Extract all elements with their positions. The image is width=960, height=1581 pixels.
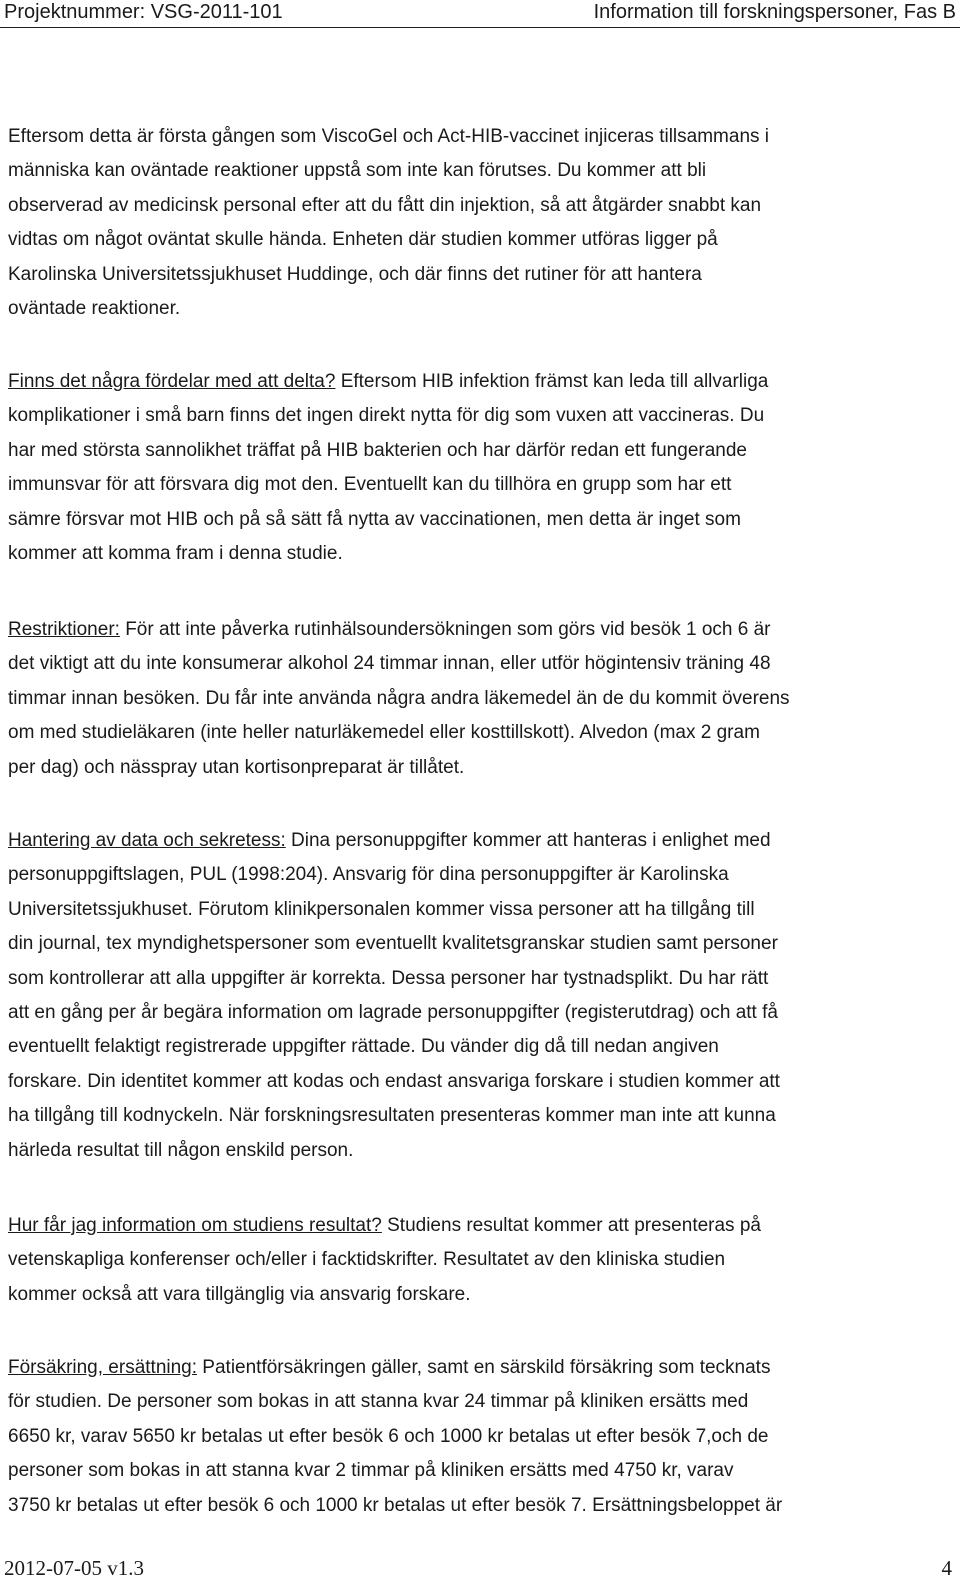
section-heading: Försäkring, ersättning: [8,1357,198,1378]
section-heading: Restriktioner: [8,619,120,640]
text-line: 3750 kr betalas ut efter besök 6 och 1000 kr betalas ut efter besök 7. Ersättningsbeloppet är [8,1494,783,1516]
page-number: 4 [941,1556,952,1580]
text-line: härleda resultat till någon enskild person. [8,1139,354,1161]
text-line: människa kan oväntade reaktioner uppstå som inte kan förutses. Du kommer att bli [8,160,707,182]
text-line [8,365,953,399]
text-line: har med största sannolikhet träffat på HIB bakterien och har därför redan ett fungerande [8,439,747,461]
text-line: personuppgiftslagen, PUL (1998:204). Ansvarig för dina personuppgifter är Karolinska [8,864,729,886]
section-heading: Hur får jag information om studiens resultat? [8,1215,382,1236]
text-line: som kontrollerar att alla uppgifter är korrekta. Dessa personer har tystnadsplikt. Du har rätt [8,967,769,989]
text-line: per dag) och nässpray utan kortisonpreparat är tillåtet. [8,756,465,778]
text-line: timmar innan besöken. Du får inte använda några andra läkemedel än de du kommit överens [8,687,790,709]
text-line: eventuellt felaktigt registrerade uppgifter rättade. Du vänder dig då till nedan angiven [8,1036,719,1058]
paragraph-results [8,1209,953,1312]
paragraph-insurance [8,1351,953,1523]
text-line [8,1351,953,1385]
text-run: Studiens resultat kommer att presenteras på [381,1215,761,1236]
text-line: vidtas om något oväntat skulle hända. Enheten där studien kommer utföras ligger på [8,229,718,251]
header-divider [0,27,960,28]
text-line: det viktigt att du inte konsumerar alkohol 24 timmar innan, eller utför högintensiv träning 48 [8,653,771,675]
text-line: kommer att komma fram i denna studie. [8,543,343,565]
page-footer [0,1555,960,1581]
text-line: sämre försvar mot HIB och på så sätt få nytta av vaccinationen, men detta är inget som [8,508,741,530]
text-line: kommer också att vara tillgänglig via ansvarig forskare. [8,1283,471,1305]
text-line: Karolinska Universitetssjukhuset Huddinge, och där finns det rutiner för att hantera [8,263,702,285]
text-run: Patientförsäkringen gäller, samt en särskild försäkring som tecknats [197,1357,771,1378]
document-title: Information till forskningspersoner, Fas B [593,1,956,23]
text-line: att en gång per år begära information om lagrade personuppgifter (registerutdrag) och att få [8,1002,778,1024]
text-line: vetenskapliga konferenser och/eller i facktidskrifter. Resultatet av den kliniska studien [8,1249,726,1271]
text-run: Dina personuppgifter kommer att hanteras i enlighet med [285,830,771,851]
text-line [8,824,953,858]
section-heading: Finns det några fördelar med att delta? [8,371,336,392]
text-line: personer som bokas in att stanna kvar 2 timmar på kliniken ersätts med 4750 kr, varav [8,1460,734,1482]
paragraph-restrictions [8,613,953,785]
text-line [8,1209,953,1243]
paragraph-data-handling [8,824,953,1168]
paragraph-benefits [8,365,953,571]
text-line: Universitetssjukhuset. Förutom klinikpersonalen kommer vissa personer att ha tillgång till [8,898,755,920]
text-line: oväntade reaktioner. [8,298,181,320]
text-line: immunsvar för att försvara dig mot den. Eventuellt kan du tillhöra en grupp som har ett [8,474,732,496]
text-line: om med studieläkaren (inte heller naturläkemedel eller kosttillskott). Alvedon (max 2 gram [8,722,760,744]
project-number: Projektnummer: VSG-2011-101 [4,1,283,23]
text-line: komplikationer i små barn finns det ingen direkt nytta för dig som vuxen att vaccineras. Du [8,405,765,427]
text-line [8,613,953,647]
text-run: Eftersom HIB infektion främst kan leda till allvarliga [335,371,769,392]
version-date: 2012-07-05 v1.3 [4,1556,144,1580]
paragraph-reactions [8,120,953,326]
text-line: ha tillgång till kodnyckeln. När forskningsresultaten presenteras kommer man inte att kunna [8,1105,776,1127]
text-line: Eftersom detta är första gången som ViscoGel och Act-HIB-vaccinet injiceras tillsammans i [8,126,770,147]
text-line: för studien. De personer som bokas in att stanna kvar 24 timmar på kliniken ersätts med [8,1391,749,1413]
text-line: 6650 kr, varav 5650 kr betalas ut efter besök 6 och 1000 kr betalas ut efter besök 7,och de [8,1425,769,1447]
text-line: din journal, tex myndighetspersoner som eventuellt kvalitetsgranskar studien samt personer [8,933,778,955]
text-line: observerad av medicinsk personal efter att du fått din injektion, så att åtgärder snabbt kan [8,194,762,216]
section-heading: Hantering av data och sekretess: [8,830,286,851]
text-line: forskare. Din identitet kommer att kodas och endast ansvariga forskare i studien kommer att [8,1070,780,1092]
text-run: För att inte påverka rutinhälsoundersökningen som görs vid besök 1 och 6 är [119,619,771,640]
